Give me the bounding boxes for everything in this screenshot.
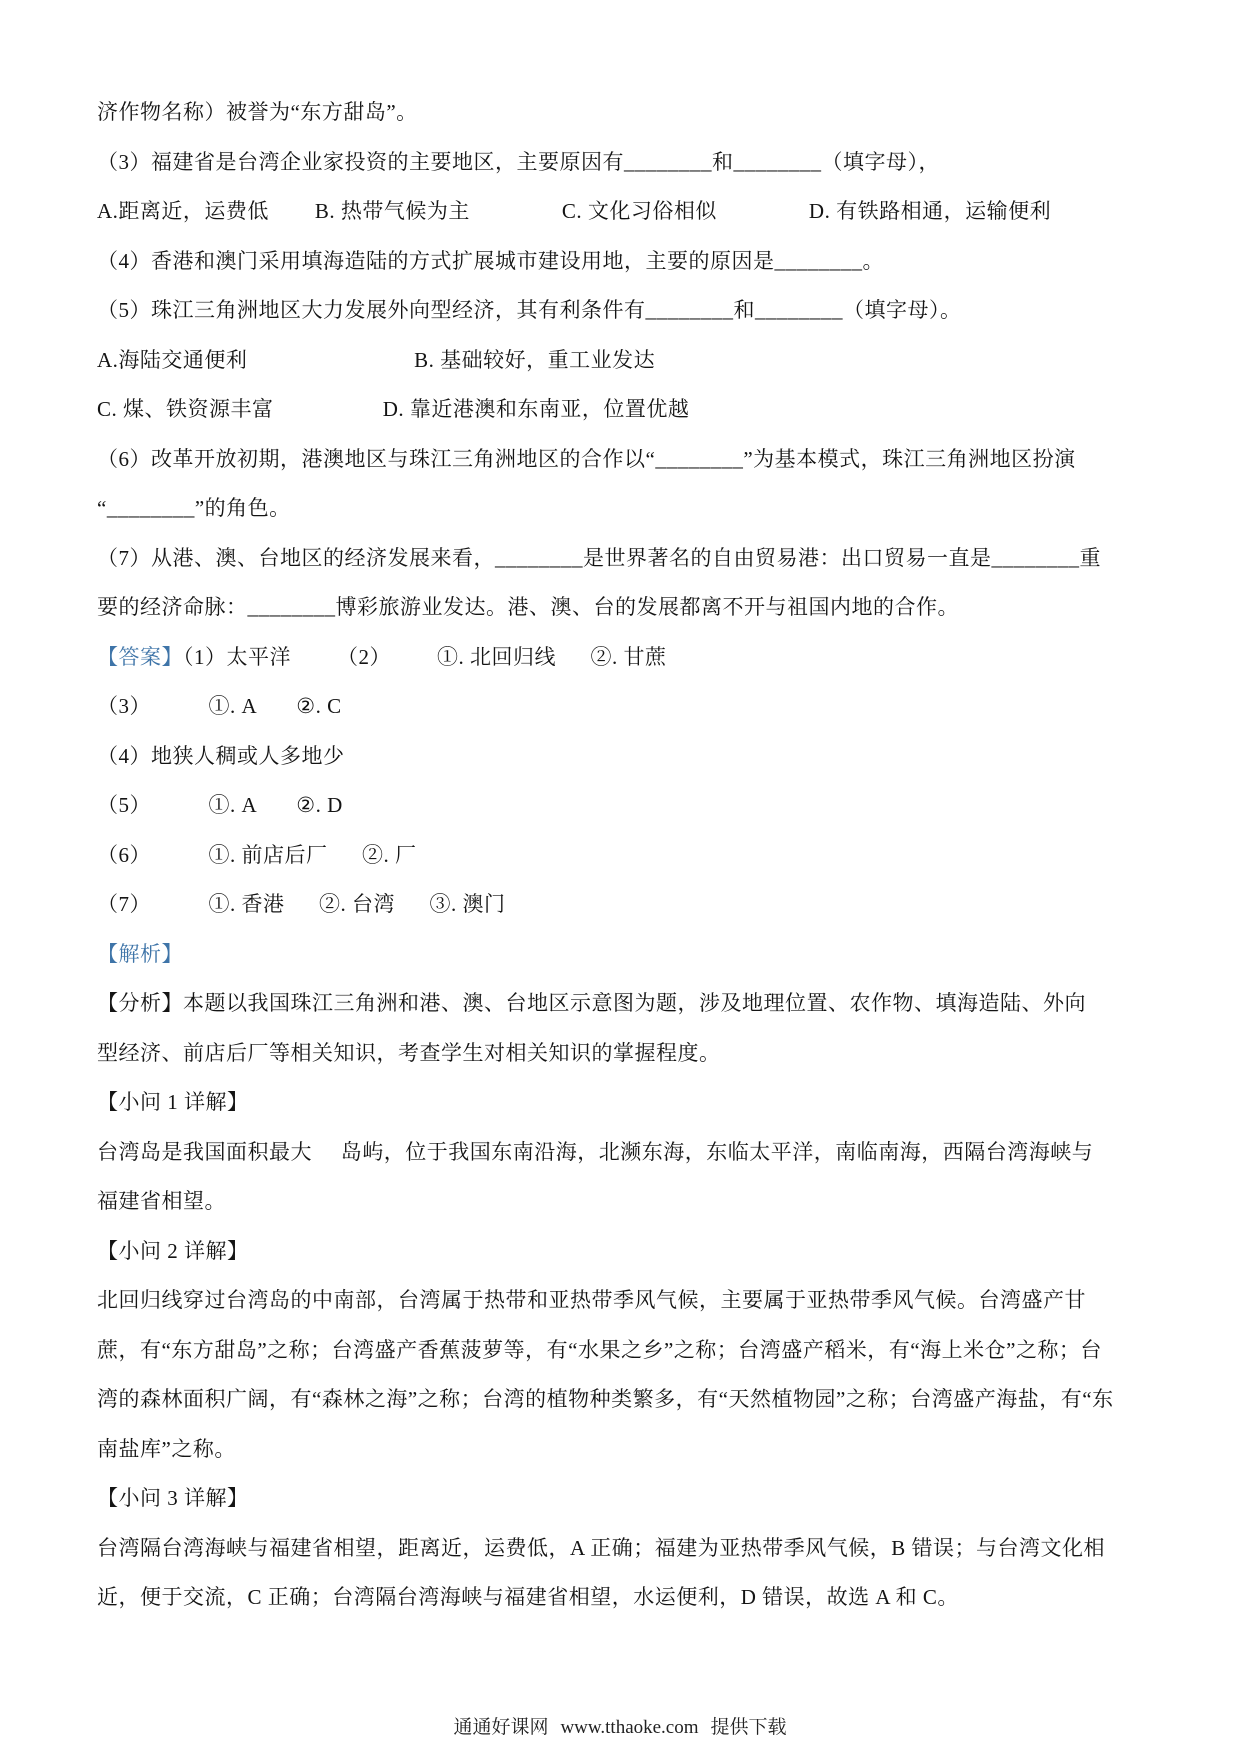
document-line: [97, 1227, 1180, 1277]
document-line: [97, 1524, 1180, 1574]
line-text: （5）珠江三角洲地区大力发展外向型经济，其有利条件有________和________（填字母）。: [97, 298, 962, 322]
line-text: （4）香港和澳门采用填海造陆的方式扩展城市建设用地，主要的原因是________。: [97, 248, 884, 273]
document-line: [97, 979, 1180, 1029]
line-text: 北回归线穿过台湾岛的中南部，台湾属于热带和亚热带季风气候，主要属于亚热带季风气候。台湾盛产甘: [97, 1288, 1086, 1312]
line-text: （3） ①. A ②. C: [97, 694, 342, 718]
document-body: [97, 88, 1180, 1623]
line-text: 【分析】本题以我国珠江三角洲和港、澳、台地区示意图为题，涉及地理位置、农作物、填海造陆、外向: [97, 991, 1086, 1015]
line-text: 型经济、前店后厂等相关知识，考查学生对相关知识的掌握程度。: [97, 1040, 721, 1065]
line-text: A.距离近，运费低 B. 热带气候为主 C. 文化习俗相似 D. 有铁路相通，运输便利: [97, 199, 1052, 223]
line-text: （7）从港、澳、台地区的经济发展来看，________是世界著名的自由贸易港：出口贸易一直是________重: [97, 545, 1101, 570]
line-text: （6）改革开放初期，港澳地区与珠江三角洲地区的合作以“________”为基本模式，珠江三角洲地区扮演: [97, 446, 1076, 471]
document-line: [97, 1177, 1180, 1227]
line-text: 要的经济命脉：________博彩旅游业发达。港、澳、台的发展都离不开与祖国内地的合作。: [97, 595, 959, 619]
document-line: [97, 1128, 1180, 1178]
document-line: [97, 286, 1180, 336]
document-line: [97, 1573, 1180, 1623]
document-line: [97, 187, 1180, 237]
line-text: （7） ①. 香港 ②. 台湾 ③. 澳门: [97, 892, 506, 916]
line-text: （3）福建省是台湾企业家投资的主要地区，主要原因有________和________（填字母），: [97, 149, 940, 174]
line-text: （6） ①. 前店后厂 ②. 厂: [97, 842, 417, 867]
document-line: [97, 534, 1180, 584]
document-line: [97, 385, 1180, 435]
line-text: 【小问 1 详解】: [97, 1090, 249, 1114]
document-line: [97, 831, 1180, 881]
document-line: [97, 1276, 1180, 1326]
line-text: “________”的角色。: [97, 496, 291, 520]
footer-url: www.tthaoke.com: [560, 1717, 699, 1738]
footer: [0, 1712, 1240, 1739]
document-line: [97, 781, 1180, 831]
line-text: 湾的森林面积广阔，有“森林之海”之称；台湾的植物种类繁多，有“天然植物园”之称；台湾盛产海盐，有“东: [97, 1387, 1114, 1411]
document-line: [97, 930, 1180, 980]
line-text: 近，便于交流，C 正确；台湾隔台湾海峡与福建省相望，水运便利，D 错误，故选 A 和 C。: [97, 1585, 959, 1609]
document-line: [97, 732, 1180, 782]
document-line: [97, 435, 1180, 485]
line-text: 【小问 3 详解】: [97, 1486, 249, 1510]
document-line: [97, 583, 1180, 633]
document-line: [97, 1474, 1180, 1524]
document-line: [97, 138, 1180, 188]
line-text: 济作物名称）被誉为“东方甜岛”。: [97, 100, 418, 124]
document-line: [97, 1078, 1180, 1128]
footer-site-name: 通通好课网: [453, 1717, 549, 1738]
line-text: 台湾岛是我国面积最大 岛屿，位于我国东南沿海，北濒东海，东临太平洋，南临南海，西隔台湾海峡与: [97, 1139, 1094, 1164]
line-text: （1）太平洋 （2） ①. 北回归线 ②. 甘蔗: [183, 644, 667, 669]
line-text: 【小问 2 详解】: [97, 1238, 249, 1263]
section-label: 【解析】: [97, 941, 183, 966]
line-text: （4）地狭人稠或人多地少: [97, 743, 345, 768]
document-line: [97, 237, 1180, 287]
document-line: [97, 484, 1180, 534]
document-line: [97, 1375, 1180, 1425]
document-line: [97, 1425, 1180, 1475]
document-line: [97, 633, 1180, 683]
line-text: C. 煤、铁资源丰富 D. 靠近港澳和东南亚，位置优越: [97, 397, 690, 421]
line-text: A.海陆交通便利 B. 基础较好，重工业发达: [97, 347, 656, 372]
document-line: [97, 1029, 1180, 1079]
line-text: 南盐库”之称。: [97, 1436, 236, 1461]
line-text: 福建省相望。: [97, 1189, 226, 1213]
line-text: 台湾隔台湾海峡与福建省相望，距离近，运费低，A 正确；福建为亚热带季风气候，B 错误；与台湾文化相: [97, 1535, 1106, 1560]
line-text: 蔗，有“东方甜岛”之称；台湾盛产香蕉菠萝等，有“水果之乡”之称；台湾盛产稻米，有“海上米仓”之称；台: [97, 1337, 1102, 1362]
document-line: [97, 88, 1180, 138]
footer-suffix: 提供下载: [710, 1717, 787, 1738]
document-line: [97, 682, 1180, 732]
line-text: （5） ①. A ②. D: [97, 793, 343, 817]
document-line: [97, 1326, 1180, 1376]
document-line: [97, 880, 1180, 930]
section-label: 【答案】: [97, 644, 183, 669]
document-line: [97, 336, 1180, 386]
